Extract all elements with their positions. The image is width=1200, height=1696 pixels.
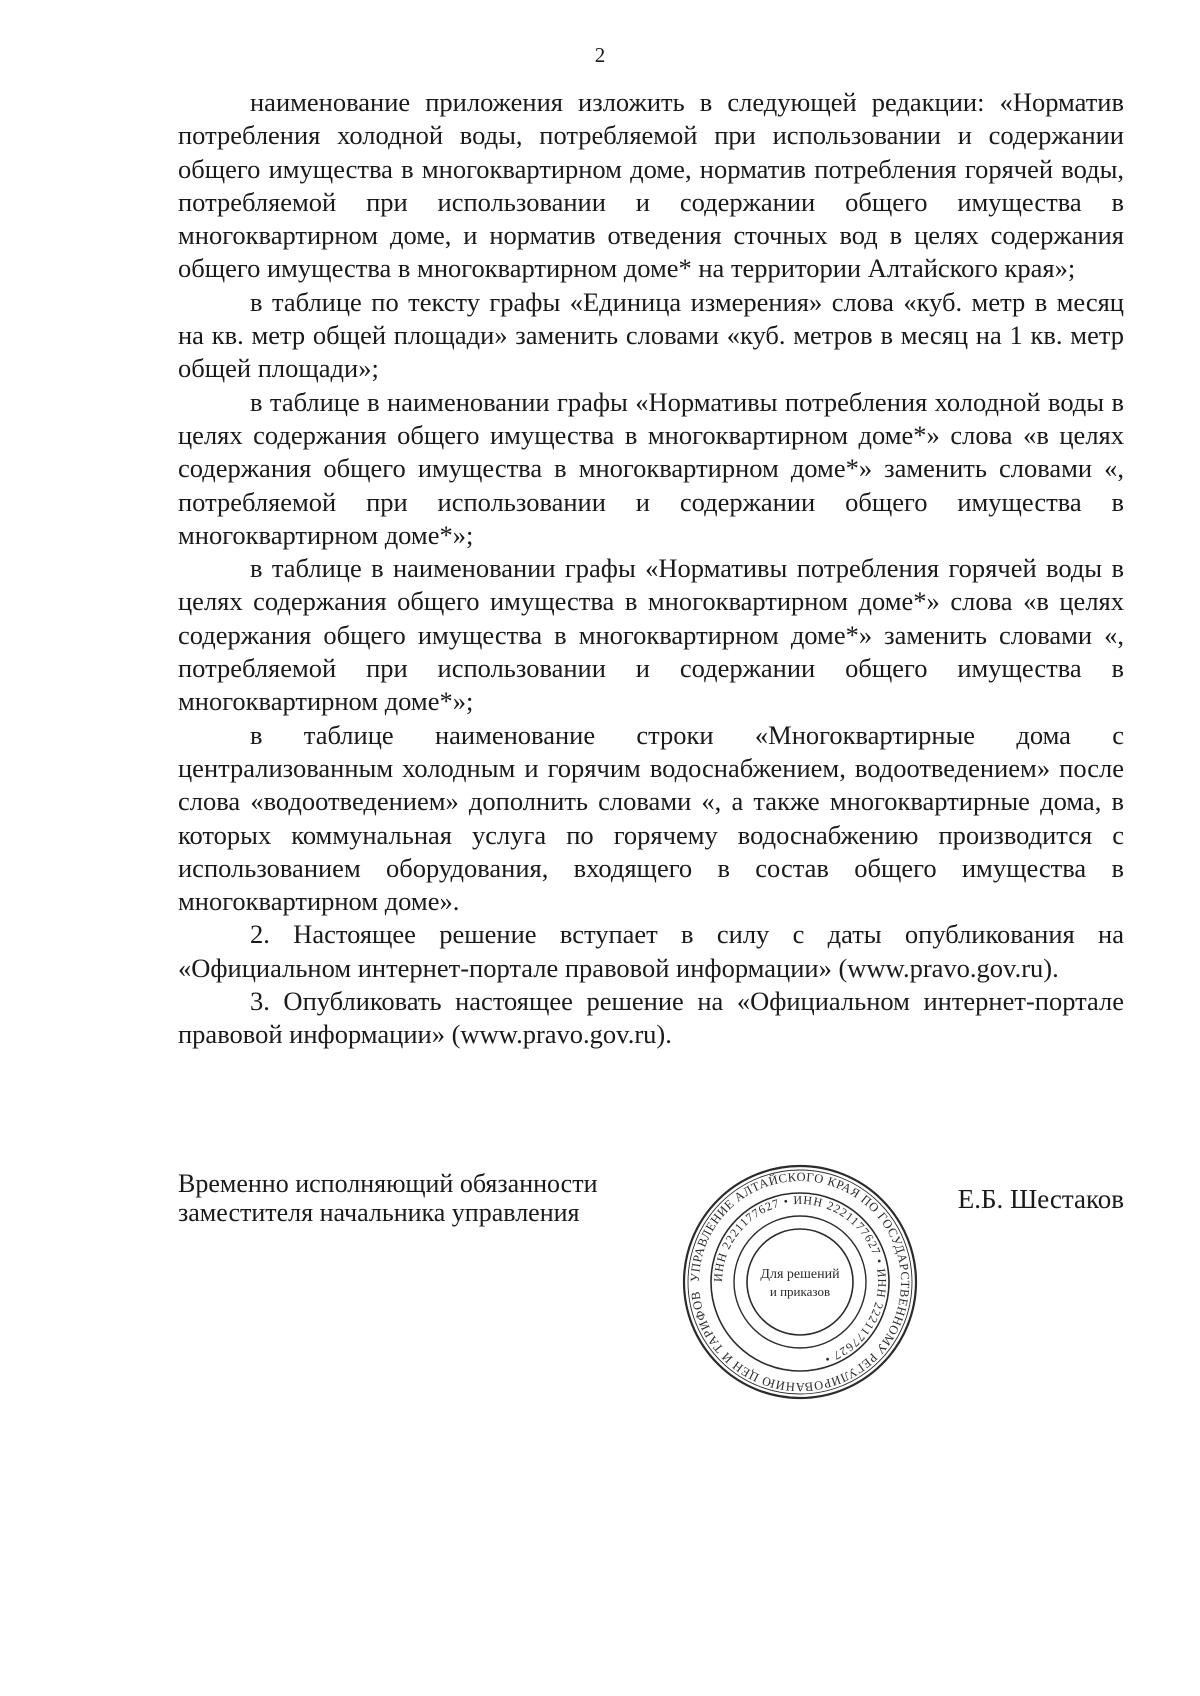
- signer-title-line: Временно исполняющий обязанности: [178, 1169, 598, 1198]
- signer-title: [178, 1169, 598, 1227]
- stamp-center-line: и приказов: [769, 1284, 831, 1299]
- signer-title-line: заместителя начальника управления: [178, 1198, 580, 1227]
- stamp-inner-text: ИНН 2221177627 • ИНН 2221177627 • ИНН 2221177627 •: [710, 1192, 890, 1367]
- paragraph: в таблице в наименовании графы «Нормативы потребления холодной воды в целях содержания общего имущества в многоквартирном доме*» слова «в целях содержания общего имущества в многоквартирном доме*» заменить словами «, потребляемой при использовании и содержании общего имущества в многоквартирном доме*»;: [178, 386, 1124, 550]
- signer-name: Е.Б. Шестаков: [957, 1184, 1124, 1214]
- official-stamp: [680, 1162, 920, 1402]
- paragraph: наименование приложения изложить в следующей редакции: «Норматив потребления холодной воды, потребляемой при использовании и содержании общего имущества в многоквартирном доме, норматив потребления горячей воды, потребляемой при использовании и содержании общего имущества в многоквартирном доме, и норматив отведения сточных вод в целях содержания общего имущества в многоквартирном доме* на территории Алтайского края»;: [178, 87, 1124, 284]
- stamp-center-line: Для решений: [760, 1267, 840, 1282]
- paragraph: 2. Настоящее решение вступает в силу с даты опубликования на «Официальном интернет-портале правовой информации» (www.pravo.gov.ru).: [178, 919, 1124, 983]
- document-body: [178, 86, 1124, 1052]
- stamp-outer-text: УПРАВЛЕНИЕ АЛТАЙСКОГО КРАЯ ПО ГОСУДАРСТВЕННОМУ РЕГУЛИРОВАНИЮ ЦЕН И ТАРИФОВ: [687, 1169, 913, 1395]
- paragraph: в таблице по тексту графы «Единица измерения» слова «куб. метр в месяц на кв. метр общей площади» заменить словами «куб. метров в месяц на 1 кв. метр общей площади»;: [178, 286, 1124, 384]
- page-number: 2: [594, 43, 606, 67]
- paragraph: 3. Опубликовать настоящее решение на «Официальном интернет-портале правовой информации» (www.pravo.gov.ru).: [178, 986, 1124, 1050]
- paragraph: в таблице наименование строки «Многоквартирные дома с централизованным холодным и горячим водоснабжением, водоотведением» после слова «водоотведением» дополнить словами «, а также многоквартирные дома, в которых коммунальная услуга по горячему водоснабжению производится с использованием оборудования, входящего в состав общего имущества в многоквартирном доме».: [178, 719, 1124, 917]
- paragraph: в таблице в наименовании графы «Нормативы потребления горячей воды в целях содержания общего имущества в многоквартирном доме*» слова «в целях содержания общего имущества в многоквартирном доме*» заменить словами «, потребляемой при использовании и содержании общего имущества в многоквартирном доме*»;: [178, 553, 1124, 717]
